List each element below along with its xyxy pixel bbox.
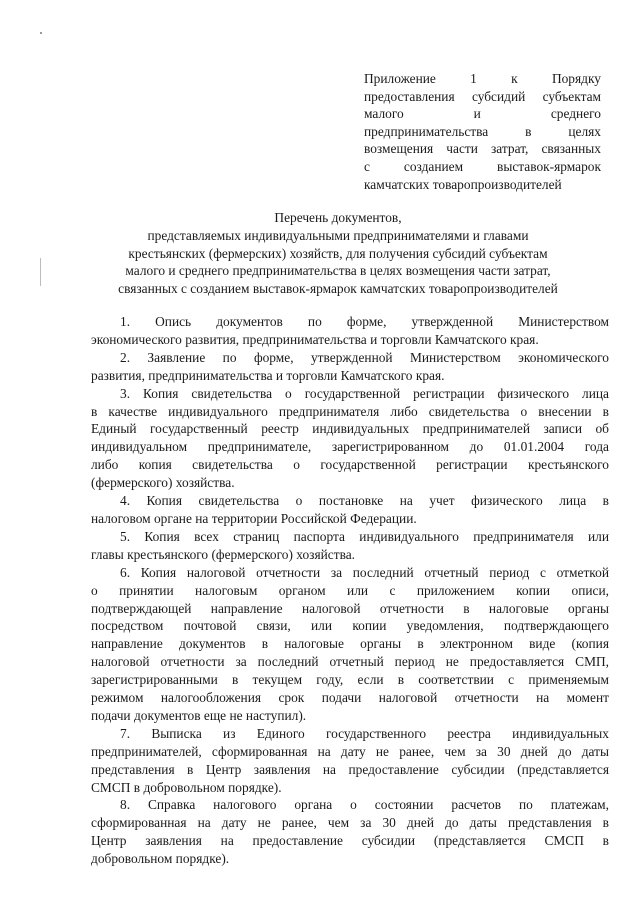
list-item-line: главы крестьянского (фермерского) хозяйства. xyxy=(91,546,356,562)
list-item-line: подачи документов еще не наступил). xyxy=(91,707,307,723)
scan-speck xyxy=(40,32,42,34)
list-item-line: (фермерского) хозяйства. xyxy=(91,475,235,491)
appendix-line: возмещения части затрат, связанных xyxy=(364,141,601,157)
list-item-line: 8. Справка налогового органа о состоянии расчетов по платежам, xyxy=(120,797,609,813)
list-item-line: посредством почтовой связи, или копии уведомления, подтверждающего xyxy=(91,618,609,634)
appendix-line: камчатских товаропроизводителей xyxy=(364,176,562,192)
list-item-line: режимом налогообложения срок подачи налоговой отчетности на момент xyxy=(91,690,609,706)
title-line: малого и среднего предпринимательства в целях возмещения части затрат, xyxy=(125,263,551,279)
list-item-line: подтверждающей направление налоговой отчетности в налоговые органы xyxy=(91,600,609,616)
list-item-line: 7. Выписка из Единого государственного реестра индивидуальных xyxy=(120,725,609,741)
title-line: крестьянских (фермерских) хозяйств, для получения субсидий субъектам xyxy=(128,245,548,261)
list-item-line: предпринимателей, сформированная на дату не ранее, чем за 30 дней до даты xyxy=(91,743,609,759)
appendix-note xyxy=(364,70,601,193)
list-item xyxy=(91,385,609,492)
list-item-line: в качестве индивидуального предпринимателя либо свидетельства о внесении в xyxy=(91,403,609,419)
list-item-line: 1. Опись документов по форме, утвержденной Министерством xyxy=(120,314,609,329)
list-item-line: представления в Центр заявления на предоставление субсидии (представляется xyxy=(91,761,609,777)
list-item-line: налоговой отчетности за последний отчетный период не предоставляется СМП, xyxy=(91,654,609,670)
list-item xyxy=(91,492,609,528)
list-item xyxy=(91,564,609,725)
list-item-line: экономического развития, предпринимательства и торговли Камчатского края. xyxy=(91,331,539,347)
list-item-line: 2. Заявление по форме, утвержденной Министерством экономического xyxy=(120,349,609,365)
list-item-line: Единый государственный реестр индивидуальных предпринимателей записи об xyxy=(91,421,609,437)
list-item-line: направление документов в налоговые органы в электронном виде (копия xyxy=(91,636,609,652)
list-item-line: СМСП в добровольном порядке). xyxy=(91,779,282,795)
list-item-line: 5. Копия всех страниц паспорта индивидуального предпринимателя или xyxy=(120,528,609,544)
appendix-line: предпринимательства в целях xyxy=(364,123,601,139)
title-line: представляемых индивидуальными предпринимателями и главами xyxy=(147,227,529,243)
title-line: связанных с созданием выставок-ярмарок камчатских товаропроизводителей xyxy=(118,281,558,297)
list-item-line: 6. Копия налоговой отчетности за последний отчетный период с отметкой xyxy=(120,564,609,580)
list-item xyxy=(91,725,609,797)
list-item xyxy=(91,349,609,385)
list-item xyxy=(91,528,609,564)
list-item-line: о принятии налоговым органом или с приложением копии описи, xyxy=(91,582,609,598)
list-item-line: либо копия свидетельства о государственной регистрации крестьянского xyxy=(91,457,609,473)
appendix-line: Приложение 1 к Порядку xyxy=(364,71,601,86)
list-item-line: 3. Копия свидетельства о государственной регистрации физического лица xyxy=(120,385,609,401)
list-item-line: добровольном порядке). xyxy=(91,851,230,867)
list-item-line: налоговом органе на территории Российской Федерации. xyxy=(91,510,417,526)
scan-margin-mark xyxy=(40,258,41,286)
list-item-line: 4. Копия свидетельства о постановке на учет физического лица в xyxy=(120,493,609,509)
appendix-line: с созданием выставок-ярмарок xyxy=(364,158,601,174)
appendix-line: предоставления субсидий субъектам xyxy=(364,88,601,104)
document-list xyxy=(91,313,609,868)
document-title xyxy=(70,209,606,298)
list-item-line: Центр заявления на предоставление субсидии (представляется СМСП в xyxy=(91,833,609,849)
appendix-line: малого и среднего xyxy=(364,106,601,122)
list-item xyxy=(91,796,609,868)
list-item-line: развития, предпринимательства и торговли Камчатского края. xyxy=(91,367,445,383)
list-item-line: зарегистрированными в текущем году, если в соответствии с применяемым xyxy=(91,672,609,688)
list-item-line: индивидуальном предпринимателе, зарегистрированном до 01.01.2004 года xyxy=(91,439,609,455)
title-line: Перечень документов, xyxy=(274,210,402,225)
list-item xyxy=(91,313,609,349)
list-item-line: сформированная на дату не ранее, чем за 30 дней до даты представления в xyxy=(91,815,609,831)
